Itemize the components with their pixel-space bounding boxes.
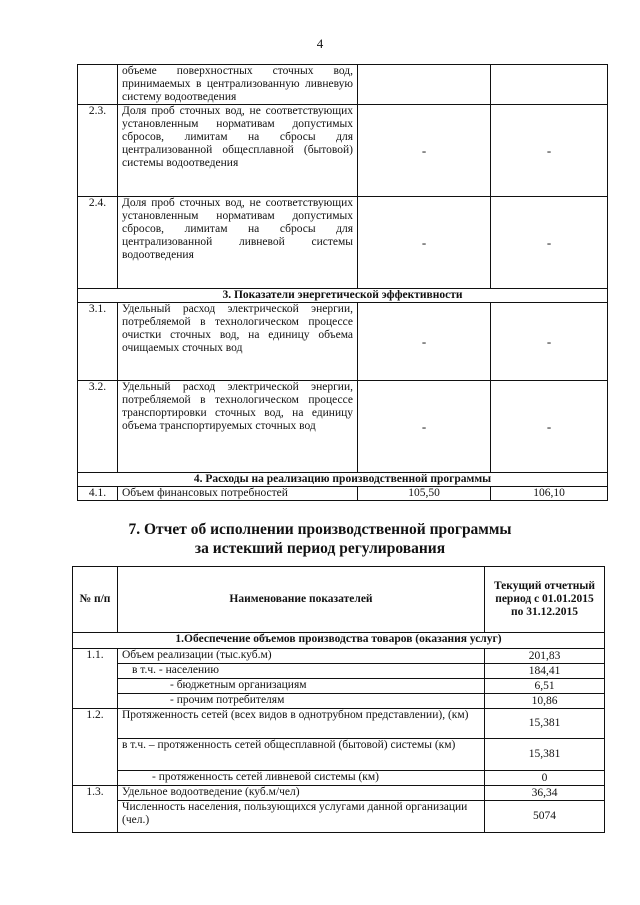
indicator-name: Удельное водоотведение (куб.м/чел) xyxy=(118,786,485,801)
table-row xyxy=(73,694,605,709)
table-row xyxy=(73,664,605,679)
page-number: 4 xyxy=(316,36,324,51)
table-row xyxy=(78,65,608,105)
table-row xyxy=(73,679,605,694)
indicator-name: Объем финансовых потребностей xyxy=(118,487,358,501)
table-row xyxy=(73,786,605,801)
row-number: 3.2. xyxy=(78,381,118,473)
indicator-name: Доля проб сточных вод, не соответствующих установленным нормативам допустимых сбросов, лимитам на сбросы для централизованной общесплавной (бытовой) системы водоотведения xyxy=(118,105,358,197)
indicator-name: - прочим потребителям xyxy=(118,694,485,709)
value-cell: 15,381 xyxy=(485,739,605,771)
indicator-name: в т.ч. - населению xyxy=(118,664,485,679)
value-cell: - xyxy=(358,381,491,473)
value-cell: - xyxy=(358,197,491,289)
table-row xyxy=(78,303,608,381)
section-heading: 4. Расходы на реализацию производственной программы xyxy=(78,473,608,487)
section-row xyxy=(78,289,608,303)
table-row xyxy=(73,771,605,786)
header-row xyxy=(73,567,605,633)
indicator-name: Объем реализации (тыс.куб.м) xyxy=(118,649,485,664)
value-cell: - xyxy=(491,303,608,381)
row-number: 1.3. xyxy=(73,786,118,833)
indicator-name: - протяженность сетей ливневой системы (км) xyxy=(118,771,485,786)
table-row xyxy=(78,105,608,197)
indicator-name: объеме поверхностных сточных вод, принимаемых в централизованную ливневую систему водоотведения xyxy=(118,65,358,105)
report-table xyxy=(72,566,605,833)
indicator-name: Удельный расход электрической энергии, потребляемой в технологическом процессе транспортировки сточных вод, на единицу объема транспортируемых сточных вод xyxy=(118,381,358,473)
indicator-name: в т.ч. – протяженность сетей общесплавной (бытовой) системы (км) xyxy=(118,739,485,771)
table-row xyxy=(73,709,605,739)
indicator-name: Доля проб сточных вод, не соответствующих установленным нормативам допустимых сбросов, лимитам на сбросы для централизованной ливневой системы водоотведения xyxy=(118,197,358,289)
value-cell: - xyxy=(491,197,608,289)
table-row xyxy=(73,739,605,771)
indicator-name: Протяженность сетей (всех видов в однотрубном представлении), (км) xyxy=(118,709,485,739)
value-cell: 201,83 xyxy=(485,649,605,664)
section-row xyxy=(78,473,608,487)
table-row xyxy=(78,487,608,501)
row-number: 2.4. xyxy=(78,197,118,289)
table-row xyxy=(73,801,605,833)
row-number: 1.1. xyxy=(73,649,118,709)
value-cell: - xyxy=(358,105,491,197)
value-cell: 0 xyxy=(485,771,605,786)
table-row xyxy=(78,381,608,473)
report-title-line2: за истекший период регулирования xyxy=(194,540,446,557)
value-cell: - xyxy=(491,105,608,197)
value-cell: - xyxy=(491,381,608,473)
section-heading: 3. Показатели энергетической эффективности xyxy=(78,289,608,303)
report-title-line1: 7. Отчет об исполнении производственной программы xyxy=(128,521,512,538)
value-cell: 106,10 xyxy=(491,487,608,501)
value-cell: 184,41 xyxy=(485,664,605,679)
row-number xyxy=(78,65,118,105)
row-number: 2.3. xyxy=(78,105,118,197)
row-number: 3.1. xyxy=(78,303,118,381)
indicators-table xyxy=(77,64,608,501)
value-cell: 10,86 xyxy=(485,694,605,709)
column-header-number: № п/п xyxy=(73,567,118,633)
value-cell: 36,34 xyxy=(485,786,605,801)
section-row xyxy=(73,633,605,649)
value-cell xyxy=(358,65,491,105)
column-header-period: Текущий отчетный период с 01.01.2015 по 31.12.2015 xyxy=(485,567,605,633)
indicator-name: Удельный расход электрической энергии, потребляемой в технологическом процессе очистки сточных вод, на единицу объема очищаемых сточных вод xyxy=(118,303,358,381)
row-number: 1.2. xyxy=(73,709,118,786)
column-header-name: Наименование показателей xyxy=(118,567,485,633)
value-cell xyxy=(491,65,608,105)
indicator-name: Численность населения, пользующихся услугами данной организации (чел.) xyxy=(118,801,485,833)
value-cell: 5074 xyxy=(485,801,605,833)
indicator-name: - бюджетным организациям xyxy=(118,679,485,694)
value-cell: 105,50 xyxy=(358,487,491,501)
report-title xyxy=(0,520,640,558)
table-row xyxy=(78,197,608,289)
section-heading: 1.Обеспечение объемов производства товаров (оказания услуг) xyxy=(73,633,605,649)
table-row xyxy=(73,649,605,664)
value-cell: 6,51 xyxy=(485,679,605,694)
value-cell: - xyxy=(358,303,491,381)
value-cell: 15,381 xyxy=(485,709,605,739)
row-number: 4.1. xyxy=(78,487,118,501)
